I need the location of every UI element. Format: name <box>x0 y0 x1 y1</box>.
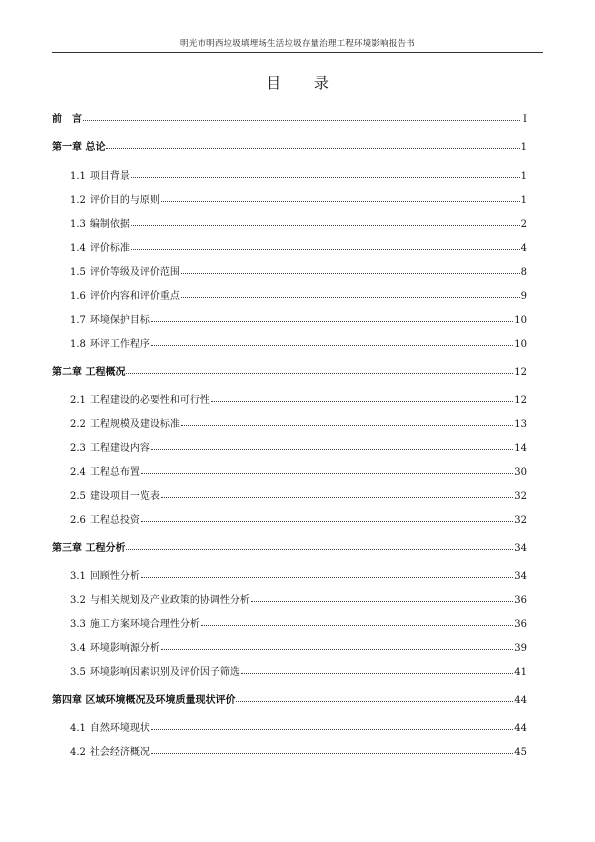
toc-leader-dots <box>201 617 513 626</box>
toc-section-entry[interactable] <box>70 746 527 758</box>
toc-section-entry[interactable] <box>70 218 527 230</box>
toc-section-entry[interactable] <box>70 466 527 478</box>
toc-page-number: 10 <box>514 339 527 350</box>
toc-section-number: 3.1 <box>70 571 86 582</box>
toc-page-number: 34 <box>514 543 527 554</box>
toc-entry-label: 第一章 总论 <box>52 142 106 153</box>
toc-chapter-entry[interactable] <box>52 141 527 153</box>
toc-section-entry[interactable] <box>70 290 527 302</box>
toc-section-title: 编制依据 <box>89 219 130 230</box>
toc-page-number: 39 <box>514 643 527 654</box>
toc-leader-dots <box>126 541 513 550</box>
toc-entry-label <box>70 195 160 207</box>
toc-chapter-entry[interactable] <box>52 542 527 554</box>
toc-leader-dots <box>131 169 520 178</box>
toc-section-title: 工程建设的必要性和可行性 <box>89 395 210 406</box>
toc-section-entry[interactable] <box>70 514 527 526</box>
toc-entry-label <box>70 243 130 255</box>
toc-page-number: 32 <box>514 515 527 526</box>
toc-page-number: 44 <box>514 723 527 734</box>
toc-page-number: 1 <box>520 142 527 153</box>
toc-entry-label <box>70 643 160 655</box>
toc-section-number: 2.4 <box>70 467 86 478</box>
toc-section-title: 自然环境现状 <box>89 723 150 734</box>
toc-section-title: 施工方案环境合理性分析 <box>89 619 200 630</box>
toc-section-number: 1.8 <box>70 339 86 350</box>
toc-section-number: 2.1 <box>70 395 86 406</box>
toc-entry-label <box>70 339 150 351</box>
page-title: 目 录 <box>266 74 343 92</box>
toc-section-title: 社会经济概况 <box>89 747 150 758</box>
toc-leader-dots <box>161 489 513 498</box>
toc-section-title: 评价目的与原则 <box>89 195 160 206</box>
toc-section-entry[interactable] <box>70 170 527 182</box>
toc-section-number: 1.3 <box>70 219 86 230</box>
toc-section-title: 环评工作程序 <box>89 339 150 350</box>
toc-page-number: 12 <box>514 395 527 406</box>
toc-leader-dots <box>141 513 513 522</box>
toc-section-entry[interactable] <box>70 594 527 606</box>
toc-entry-label <box>70 291 180 303</box>
toc-page-number: 2 <box>520 219 527 230</box>
toc-entry-label: 第四章 区域环境概况及环境质量现状评价 <box>52 695 236 706</box>
toc-chapter-entry[interactable] <box>52 694 527 706</box>
toc-leader-dots <box>106 140 519 149</box>
toc-leader-dots <box>151 441 513 450</box>
toc-page-number: 9 <box>520 291 527 302</box>
toc-section-entry[interactable] <box>70 266 527 278</box>
toc-page-number: 44 <box>514 695 527 706</box>
toc-section-entry[interactable] <box>70 442 527 454</box>
toc-page-number: 34 <box>514 571 527 582</box>
toc-leader-dots <box>161 641 513 650</box>
toc-page-number: 14 <box>514 443 527 454</box>
toc-entry-label <box>70 419 180 431</box>
toc-entry-label <box>70 595 250 607</box>
toc-page-number: 36 <box>514 619 527 630</box>
toc-section-number: 3.4 <box>70 643 86 654</box>
toc-leader-dots <box>151 337 513 346</box>
toc-page-number: 30 <box>514 467 527 478</box>
toc-entry-label <box>70 467 140 479</box>
toc-page-number: 36 <box>514 595 527 606</box>
toc-entry-label <box>70 315 150 327</box>
toc-page-number: 13 <box>514 419 527 430</box>
toc-leader-dots <box>251 593 513 602</box>
toc-section-entry[interactable] <box>70 722 527 734</box>
toc-page-number: 45 <box>514 747 527 758</box>
toc-page-number: 8 <box>520 267 527 278</box>
toc-section-number: 4.1 <box>70 723 86 734</box>
toc-entry-label <box>70 443 150 455</box>
toc-section-number: 1.4 <box>70 243 86 254</box>
toc-section-entry[interactable] <box>70 666 527 678</box>
toc-section-number: 1.6 <box>70 291 86 302</box>
toc-section-number: 2.5 <box>70 491 86 502</box>
toc-section-entry[interactable] <box>70 314 527 326</box>
toc-section-number: 3.5 <box>70 667 86 678</box>
toc-leader-dots <box>211 393 513 402</box>
toc-section-title: 评价标准 <box>89 243 130 254</box>
toc-section-title: 评价等级及评价范围 <box>89 267 180 278</box>
running-header: 明光市明西垃圾填埋场生活垃圾存量治理工程环境影响报告书 <box>180 39 415 49</box>
toc-section-entry[interactable] <box>70 394 527 406</box>
toc-section-number: 1.1 <box>70 171 86 182</box>
toc-section-entry[interactable] <box>70 338 527 350</box>
toc-leader-dots <box>126 365 513 374</box>
toc-page-number: 10 <box>514 315 527 326</box>
toc-section-title: 工程建设内容 <box>89 443 150 454</box>
toc-chapter-entry[interactable] <box>52 113 527 125</box>
toc-section-entry[interactable] <box>70 570 527 582</box>
toc-section-title: 工程规模及建设标准 <box>89 419 180 430</box>
toc-chapter-entry[interactable] <box>52 366 527 378</box>
toc-leader-dots <box>236 693 513 702</box>
toc-section-title: 环境保护目标 <box>89 315 150 326</box>
toc-section-title: 建设项目一览表 <box>89 491 160 502</box>
toc-section-entry[interactable] <box>70 242 527 254</box>
toc-section-entry[interactable] <box>70 194 527 206</box>
toc-entry-label <box>70 491 160 503</box>
toc-entry-label <box>70 267 180 279</box>
toc-leader-dots <box>241 665 513 674</box>
toc-section-title: 环境影响因素识别及评价因子筛选 <box>89 667 240 678</box>
toc-section-title: 项目背景 <box>89 171 130 182</box>
toc-section-title: 与相关规划及产业政策的协调性分析 <box>89 595 250 606</box>
toc-leader-dots <box>181 289 520 298</box>
toc-section-number: 1.2 <box>70 195 86 206</box>
toc-entry-label <box>70 723 150 735</box>
toc-section-entry[interactable] <box>70 490 527 502</box>
toc-leader-dots <box>151 313 513 322</box>
toc-section-title: 评价内容和评价重点 <box>89 291 180 302</box>
toc-section-number: 1.5 <box>70 267 86 278</box>
toc-leader-dots <box>181 265 520 274</box>
toc-entry-label: 前 言 <box>52 114 82 125</box>
toc-page-number: 32 <box>514 491 527 502</box>
toc-entry-label <box>70 395 210 407</box>
toc-leader-dots <box>131 217 520 226</box>
toc-section-number: 3.3 <box>70 619 86 630</box>
toc-page-number: 41 <box>514 667 527 678</box>
toc-section-number: 2.2 <box>70 419 86 430</box>
toc-page-number: 4 <box>520 243 527 254</box>
toc-leader-dots <box>131 241 520 250</box>
toc-page-number: 1 <box>520 195 527 206</box>
toc-section-number: 1.7 <box>70 315 86 326</box>
toc-leader-dots <box>161 193 520 202</box>
toc-section-number: 2.6 <box>70 515 86 526</box>
toc-section-title: 回顾性分析 <box>89 571 140 582</box>
toc-entry-label: 第三章 工程分析 <box>52 543 126 554</box>
toc-leader-dots <box>181 417 513 426</box>
toc-section-title: 工程总布置 <box>89 467 140 478</box>
toc-section-entry[interactable] <box>70 418 527 430</box>
toc-section-number: 4.2 <box>70 747 86 758</box>
toc-entry-label <box>70 219 130 231</box>
toc-leader-dots <box>141 465 513 474</box>
toc-entry-label <box>70 667 240 679</box>
toc-section-number: 3.2 <box>70 595 86 606</box>
toc-leader-dots <box>141 569 513 578</box>
toc-entry-label <box>70 747 150 759</box>
toc-leader-dots <box>151 721 513 730</box>
toc-page-number: 12 <box>514 367 527 378</box>
toc-entry-label <box>70 515 140 527</box>
toc-section-title: 工程总投资 <box>89 515 140 526</box>
toc-entry-label <box>70 571 140 583</box>
toc-leader-dots <box>151 745 513 754</box>
toc-section-title: 环境影响源分析 <box>89 643 160 654</box>
toc-entry-label <box>70 171 130 183</box>
toc-page-number: 1 <box>520 171 527 182</box>
toc-page-number: I <box>523 114 527 125</box>
toc-section-entry[interactable] <box>70 642 527 654</box>
toc-leader-dots <box>83 112 520 121</box>
toc-section-entry[interactable] <box>70 618 527 630</box>
toc-entry-label: 第二章 工程概况 <box>52 367 126 378</box>
toc-section-number: 2.3 <box>70 443 86 454</box>
toc-entry-label <box>70 619 200 631</box>
